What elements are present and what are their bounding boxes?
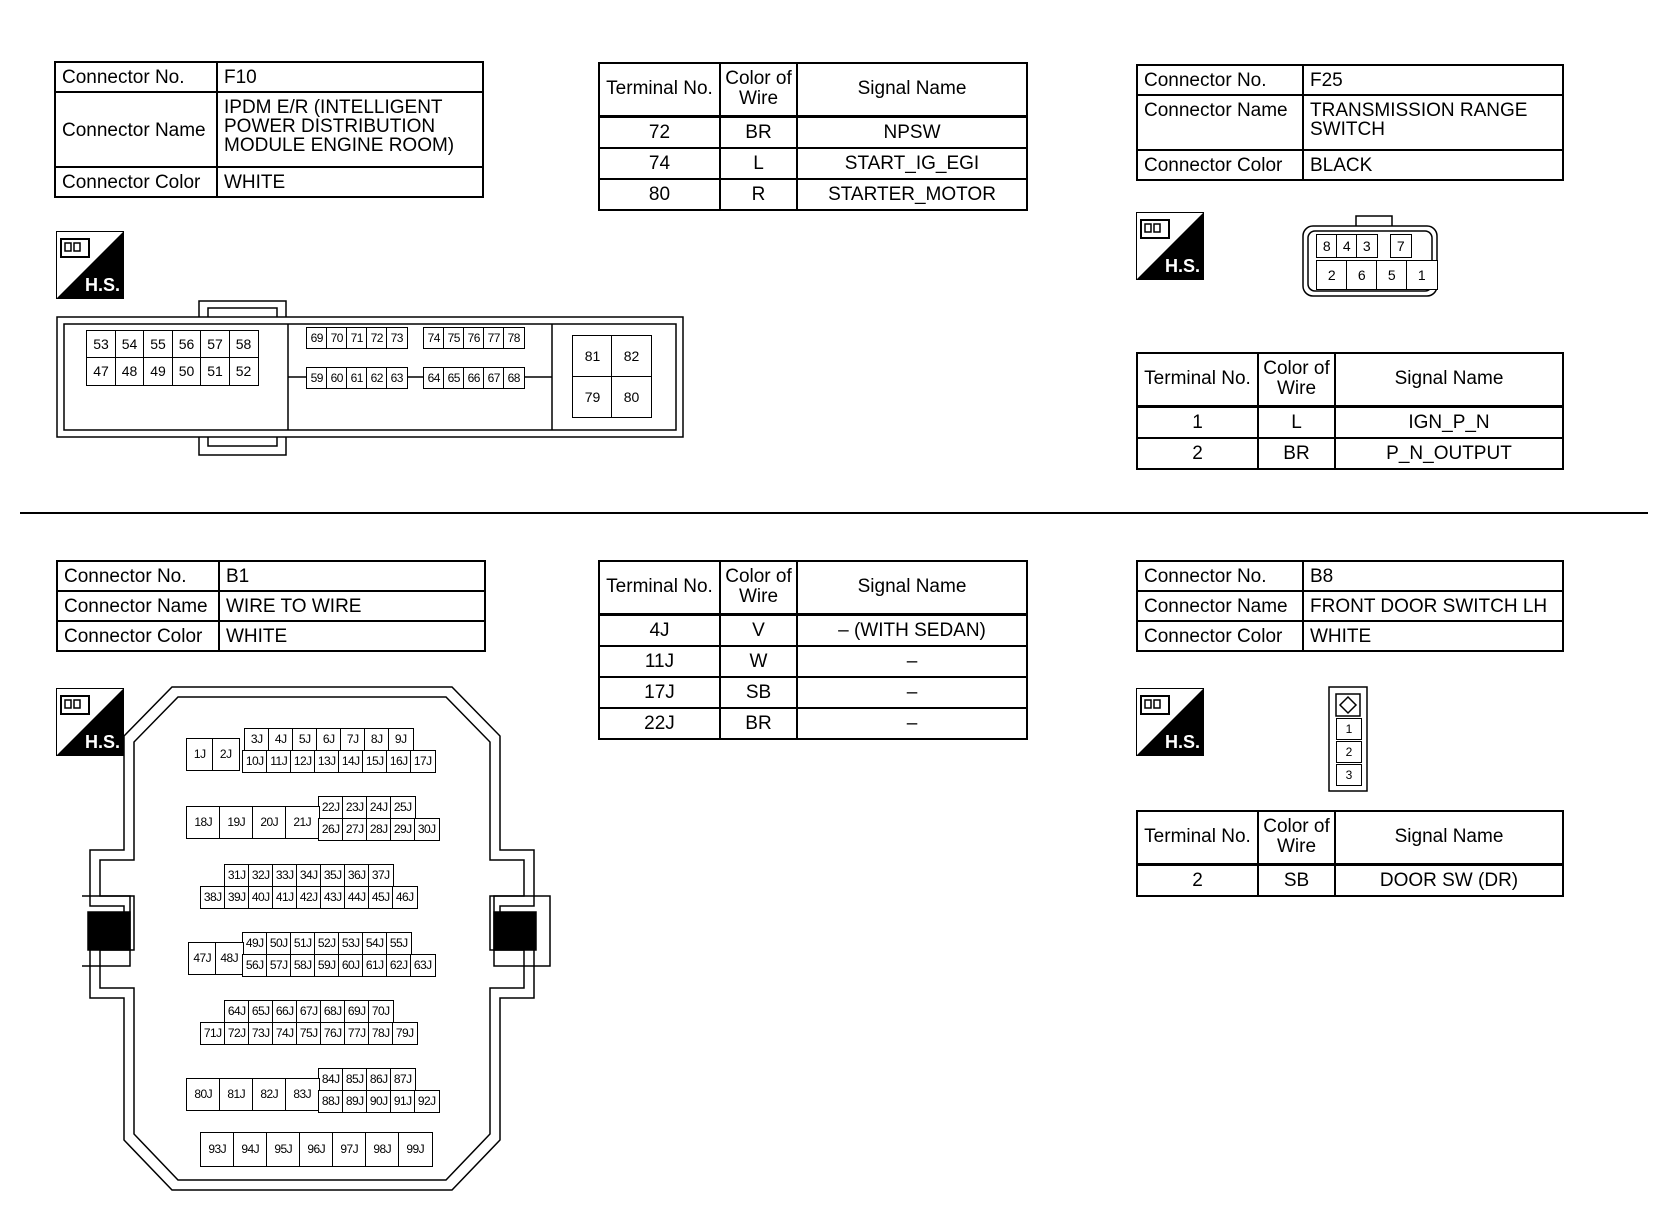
pin-59j: 59J <box>314 954 340 977</box>
pin-17j: 17J <box>410 750 436 773</box>
pin-54j: 54J <box>362 932 388 955</box>
pin-29j: 29J <box>390 818 416 841</box>
pin-63j: 63J <box>410 954 436 977</box>
pin-13j: 13J <box>314 750 340 773</box>
pin-61: 61 <box>346 367 368 389</box>
pin-3j: 3J <box>244 728 270 751</box>
pin-51j: 51J <box>290 932 316 955</box>
wire-color-header: Color of Wire <box>720 561 797 614</box>
table-row <box>1137 438 1563 469</box>
table-row <box>1137 864 1563 896</box>
pin-9j: 9J <box>388 728 414 751</box>
pin-78j: 78J <box>368 1022 394 1045</box>
pin-3: 3 <box>1356 234 1378 258</box>
pin-4: 4 <box>1336 234 1358 258</box>
signal-name: STARTER_MOTOR <box>797 179 1027 210</box>
signal-name: NPSW <box>797 116 1027 148</box>
terminal-header: Terminal No. <box>1137 353 1258 406</box>
pin-77: 77 <box>483 327 505 349</box>
pin-45j: 45J <box>368 886 394 909</box>
connector-face-f25 <box>1302 214 1438 298</box>
signal-header: Signal Name <box>797 561 1027 614</box>
pin-8j: 8J <box>364 728 390 751</box>
connector-color-label: Connector Color <box>55 167 217 197</box>
terminal-no: 2 <box>1137 438 1258 469</box>
table-row <box>599 116 1027 148</box>
pin-65: 65 <box>443 367 465 389</box>
pin-70: 70 <box>326 327 348 349</box>
terminal-no: 72 <box>599 116 720 148</box>
terminal-table-f25 <box>1136 352 1564 470</box>
pin-80j: 80J <box>186 1078 221 1111</box>
pin-50j: 50J <box>266 932 292 955</box>
harness-side-icon <box>1136 212 1204 280</box>
pin-38j: 38J <box>200 886 226 909</box>
table-row <box>599 708 1027 739</box>
pin-96j: 96J <box>299 1132 334 1167</box>
signal-name: – <box>797 646 1027 677</box>
pin-97j: 97J <box>332 1132 367 1167</box>
connector-no-label: Connector No. <box>57 561 219 591</box>
pin-19j: 19J <box>219 806 254 839</box>
pin-78: 78 <box>503 327 525 349</box>
pin-56j: 56J <box>242 954 268 977</box>
connector-name-label: Connector Name <box>55 92 217 167</box>
terminal-header: Terminal No. <box>599 561 720 614</box>
pin-2j: 2J <box>212 738 240 771</box>
pin-68: 68 <box>503 367 525 389</box>
pin-28j: 28J <box>366 818 392 841</box>
pin-34j: 34J <box>296 864 322 887</box>
terminal-no: 11J <box>599 646 720 677</box>
connector-name-label: Connector Name <box>57 591 219 621</box>
pin-66: 66 <box>463 367 485 389</box>
wire-color: BR <box>720 116 797 148</box>
pin-58: 58 <box>229 330 259 359</box>
connector-color-value: WHITE <box>1303 621 1563 651</box>
pin-41j: 41J <box>272 886 298 909</box>
terminal-no: 17J <box>599 677 720 708</box>
pin-73j: 73J <box>248 1022 274 1045</box>
connector-face-b8 <box>1328 686 1368 792</box>
pin-1: 1 <box>1406 260 1438 290</box>
pin-48j: 48J <box>215 942 244 975</box>
pin-64j: 64J <box>224 1000 250 1023</box>
pin-60: 60 <box>326 367 348 389</box>
pin-30j: 30J <box>414 818 440 841</box>
section-divider <box>20 512 1648 514</box>
hs-label: H.S. <box>1164 732 1200 752</box>
pin-55j: 55J <box>386 932 412 955</box>
connector-name-value: FRONT DOOR SWITCH LH <box>1303 591 1563 621</box>
table-row <box>1137 406 1563 438</box>
pin-62: 62 <box>366 367 388 389</box>
pin-64: 64 <box>423 367 445 389</box>
pin-11j: 11J <box>266 750 292 773</box>
pin-71j: 71J <box>200 1022 226 1045</box>
pin-7: 7 <box>1390 234 1412 258</box>
pin-55: 55 <box>143 330 173 359</box>
connector-no-value: B1 <box>219 561 485 591</box>
connector-color-value: WHITE <box>217 167 483 197</box>
pin-5: 5 <box>1376 260 1408 290</box>
pin-57j: 57J <box>266 954 292 977</box>
pin-92j: 92J <box>414 1090 440 1113</box>
connector-name-value: IPDM E/R (INTELLIGENT POWER DISTRIBUTION MODULE ENGINE ROOM) <box>217 92 483 167</box>
connector-color-label: Connector Color <box>1137 621 1303 651</box>
pin-49j: 49J <box>242 932 268 955</box>
connector-face-b1 <box>82 686 552 1192</box>
pin-42j: 42J <box>296 886 322 909</box>
connector-name-label: Connector Name <box>1137 95 1303 150</box>
pin-21j: 21J <box>285 806 320 839</box>
connector-no-label: Connector No. <box>1137 65 1303 95</box>
pin-12j: 12J <box>290 750 316 773</box>
pin-24j: 24J <box>366 796 392 819</box>
connector-color-label: Connector Color <box>1137 150 1303 180</box>
pin-44j: 44J <box>344 886 370 909</box>
pin-83j: 83J <box>285 1078 320 1111</box>
wire-color: SB <box>1258 864 1335 896</box>
pin-52j: 52J <box>314 932 340 955</box>
pin-54: 54 <box>115 330 145 359</box>
pin-70j: 70J <box>368 1000 394 1023</box>
wire-color: V <box>720 614 797 646</box>
pin-51: 51 <box>200 357 230 386</box>
pin-75: 75 <box>443 327 465 349</box>
connector-name-value: TRANSMISSION RANGE SWITCH <box>1303 95 1563 150</box>
pin-77j: 77J <box>344 1022 370 1045</box>
pin-53: 53 <box>86 330 116 359</box>
pin-37j: 37J <box>368 864 394 887</box>
wire-color: BR <box>720 708 797 739</box>
table-row <box>599 148 1027 179</box>
pin-22j: 22J <box>318 796 344 819</box>
pin-3: 3 <box>1336 764 1362 786</box>
pin-68j: 68J <box>320 1000 346 1023</box>
signal-header: Signal Name <box>797 63 1027 116</box>
connector-info-b8 <box>1136 560 1564 652</box>
signal-header: Signal Name <box>1335 811 1563 864</box>
pin-27j: 27J <box>342 818 368 841</box>
pin-48: 48 <box>115 357 145 386</box>
wire-color: SB <box>720 677 797 708</box>
connector-name-value: WIRE TO WIRE <box>219 591 485 621</box>
connector-color-label: Connector Color <box>57 621 219 651</box>
pin-75j: 75J <box>296 1022 322 1045</box>
pin-62j: 62J <box>386 954 412 977</box>
pin-46j: 46J <box>392 886 418 909</box>
hs-label: H.S. <box>84 275 120 295</box>
pin-72j: 72J <box>224 1022 250 1045</box>
terminal-no: 1 <box>1137 406 1258 438</box>
signal-name: – (WITH SEDAN) <box>797 614 1027 646</box>
terminal-no: 2 <box>1137 864 1258 896</box>
pin-79: 79 <box>572 376 613 418</box>
pin-53j: 53J <box>338 932 364 955</box>
pin-6: 6 <box>1346 260 1378 290</box>
pin-25j: 25J <box>390 796 416 819</box>
pin-18j: 18J <box>186 806 221 839</box>
pin-73: 73 <box>386 327 408 349</box>
pin-8: 8 <box>1316 234 1338 258</box>
pin-58j: 58J <box>290 954 316 977</box>
connector-no-value: F10 <box>217 62 483 92</box>
pin-7j: 7J <box>340 728 366 751</box>
pin-74j: 74J <box>272 1022 298 1045</box>
pin-49: 49 <box>143 357 173 386</box>
pin-87j: 87J <box>390 1068 416 1091</box>
pin-1j: 1J <box>186 738 214 771</box>
signal-name: – <box>797 677 1027 708</box>
pin-33j: 33J <box>272 864 298 887</box>
pin-32j: 32J <box>248 864 274 887</box>
wire-color: L <box>720 148 797 179</box>
hs-label: H.S. <box>1164 256 1200 276</box>
pin-61j: 61J <box>362 954 388 977</box>
connector-no-label: Connector No. <box>1137 561 1303 591</box>
pin-52: 52 <box>229 357 259 386</box>
pin-67: 67 <box>483 367 505 389</box>
wire-color-header: Color of Wire <box>1258 811 1335 864</box>
pin-35j: 35J <box>320 864 346 887</box>
pin-95j: 95J <box>266 1132 301 1167</box>
pin-81: 81 <box>572 335 613 377</box>
connector-no-label: Connector No. <box>55 62 217 92</box>
pin-39j: 39J <box>224 886 250 909</box>
pin-6j: 6J <box>316 728 342 751</box>
harness-side-icon <box>56 231 124 299</box>
table-row <box>599 677 1027 708</box>
pin-91j: 91J <box>390 1090 416 1113</box>
pin-84j: 84J <box>318 1068 344 1091</box>
pin-69j: 69J <box>344 1000 370 1023</box>
pin-71: 71 <box>346 327 368 349</box>
terminal-no: 22J <box>599 708 720 739</box>
pin-72: 72 <box>366 327 388 349</box>
pin-57: 57 <box>200 330 230 359</box>
terminal-header: Terminal No. <box>1137 811 1258 864</box>
pin-76: 76 <box>463 327 485 349</box>
wire-color: BR <box>1258 438 1335 469</box>
pin-20j: 20J <box>252 806 287 839</box>
connector-info-f25 <box>1136 64 1564 181</box>
pin-1: 1 <box>1336 718 1362 740</box>
pin-79j: 79J <box>392 1022 418 1045</box>
pin-86j: 86J <box>366 1068 392 1091</box>
pin-40j: 40J <box>248 886 274 909</box>
pin-82: 82 <box>611 335 652 377</box>
terminal-no: 80 <box>599 179 720 210</box>
pin-65j: 65J <box>248 1000 274 1023</box>
pin-98j: 98J <box>365 1132 400 1167</box>
connector-info-b1 <box>56 560 486 652</box>
pin-50: 50 <box>172 357 202 386</box>
pin-2: 2 <box>1336 741 1362 763</box>
pin-76j: 76J <box>320 1022 346 1045</box>
harness-side-icon <box>1136 688 1204 756</box>
pin-99j: 99J <box>398 1132 433 1167</box>
signal-name: START_IG_EGI <box>797 148 1027 179</box>
table-row <box>599 179 1027 210</box>
pin-4j: 4J <box>268 728 294 751</box>
pin-14j: 14J <box>338 750 364 773</box>
pin-82j: 82J <box>252 1078 287 1111</box>
terminal-header: Terminal No. <box>599 63 720 116</box>
wire-color: W <box>720 646 797 677</box>
pin-47: 47 <box>86 357 116 386</box>
pin-2: 2 <box>1316 260 1348 290</box>
signal-header: Signal Name <box>1335 353 1563 406</box>
pin-66j: 66J <box>272 1000 298 1023</box>
pin-26j: 26J <box>318 818 344 841</box>
connector-info-f10 <box>54 61 484 198</box>
pin-5j: 5J <box>292 728 318 751</box>
pin-16j: 16J <box>386 750 412 773</box>
terminal-no: 74 <box>599 148 720 179</box>
pin-60j: 60J <box>338 954 364 977</box>
signal-name: – <box>797 708 1027 739</box>
pin-89j: 89J <box>342 1090 368 1113</box>
pin-56: 56 <box>172 330 202 359</box>
signal-name: DOOR SW (DR) <box>1335 864 1563 896</box>
terminal-table-b1 <box>598 560 1028 740</box>
pin-93j: 93J <box>200 1132 235 1167</box>
pin-59: 59 <box>306 367 328 389</box>
pin-31j: 31J <box>224 864 250 887</box>
connector-no-value: B8 <box>1303 561 1563 591</box>
pin-23j: 23J <box>342 796 368 819</box>
pin-63: 63 <box>386 367 408 389</box>
wire-color-header: Color of Wire <box>1258 353 1335 406</box>
signal-name: P_N_OUTPUT <box>1335 438 1563 469</box>
connector-face-f10 <box>56 300 686 458</box>
pin-36j: 36J <box>344 864 370 887</box>
table-row <box>599 614 1027 646</box>
wire-color: R <box>720 179 797 210</box>
connector-color-value: WHITE <box>219 621 485 651</box>
signal-name: IGN_P_N <box>1335 406 1563 438</box>
hs-label: H.S. <box>84 732 120 752</box>
pin-81j: 81J <box>219 1078 254 1111</box>
connector-name-label: Connector Name <box>1137 591 1303 621</box>
pin-90j: 90J <box>366 1090 392 1113</box>
pin-67j: 67J <box>296 1000 322 1023</box>
pin-85j: 85J <box>342 1068 368 1091</box>
connector-color-value: BLACK <box>1303 150 1563 180</box>
wire-color: L <box>1258 406 1335 438</box>
pin-74: 74 <box>423 327 445 349</box>
pin-47j: 47J <box>188 942 217 975</box>
pin-69: 69 <box>306 327 328 349</box>
table-row <box>599 646 1027 677</box>
key-diamond <box>1340 697 1356 713</box>
pin-80: 80 <box>611 376 652 418</box>
pin-10j: 10J <box>242 750 268 773</box>
terminal-no: 4J <box>599 614 720 646</box>
pin-94j: 94J <box>233 1132 268 1167</box>
wire-color-header: Color of Wire <box>720 63 797 116</box>
connector-no-value: F25 <box>1303 65 1563 95</box>
terminal-table-b8 <box>1136 810 1564 897</box>
pin-43j: 43J <box>320 886 346 909</box>
pin-15j: 15J <box>362 750 388 773</box>
terminal-table-f10 <box>598 62 1028 211</box>
pin-88j: 88J <box>318 1090 344 1113</box>
